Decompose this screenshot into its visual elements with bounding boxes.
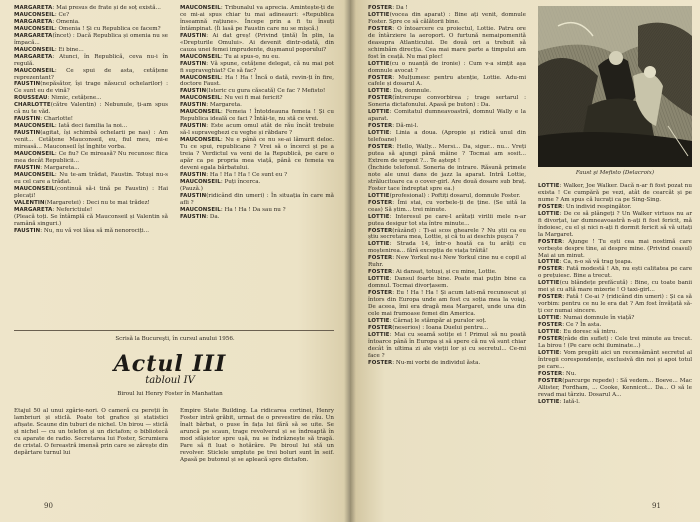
speaker-name: MAUCONSEIL — [14, 67, 55, 74]
dialogue-text: : New Yorkul nu-i New Yorkul cine nu e copil al Ruhr. — [368, 255, 526, 269]
dialogue-text: (ridicând din umeri) : În situația în care mă afli ? — [180, 192, 334, 206]
dialogue-text: : Hello, Wally... Mersi... Da, sigur... nu... Vreți putea să ajungi până mâine ? Tocmai am sosit... Extrem de urgent ?... Te aștept ! — [368, 144, 526, 164]
speaker-name: FOSTER — [538, 266, 563, 273]
speaker-name: LOTTIE — [538, 315, 560, 322]
dialogue-text: : Ha ! Ha ! Ha ! Ce sunt eu ? — [206, 171, 288, 178]
speaker-name: FOSTER — [538, 294, 563, 301]
page-number-left: 90 — [44, 502, 53, 510]
dialogue-line — [14, 26, 168, 33]
dialogue-text: : Puți încerca. — [220, 178, 261, 185]
dialogue-line — [368, 332, 526, 360]
speaker-name: FOSTER — [368, 227, 393, 234]
speaker-name: FOSTER — [538, 370, 563, 377]
dialogue-line — [368, 165, 526, 193]
dialogue-text: : Atunci, în Republică, ceva nu-i în regulă. — [14, 53, 168, 67]
speaker-name: MARGARETA — [14, 53, 53, 60]
dialogue-text: : Tu ai spus-o, nu eu. — [220, 53, 280, 60]
dialogue-text: : Ai dansat, totuși, și cu mine, Lottie. — [392, 269, 497, 276]
dialogue-text: (râzând) : Ți-ai scos ghearele ? Nu știi ca eu știu secretara mea, Lottie, și că tu ai deschis pușca ? — [368, 227, 526, 241]
dialogue-line — [368, 241, 526, 255]
dialogue-text: : Dă-mi-l. — [392, 123, 419, 130]
left-column-1 — [14, 5, 168, 234]
dialogue-line — [368, 75, 526, 89]
dialogue-text: : Dansul foarte bine. Poate mai puțin bine ca domnul. Tocmai divorțasem. — [368, 276, 526, 290]
speaker-name: FOSTER — [368, 255, 393, 262]
dialogue-text: (cu o nuanță de ironie) : Cum v-a simțit așa domnule avocat ? — [368, 60, 526, 74]
speaker-name: MAUCONSEIL — [180, 109, 221, 116]
dialogue-line — [14, 19, 168, 26]
speaker-name: MAUCONSEIL — [14, 151, 55, 158]
speaker-name: LOTTIE — [368, 241, 390, 248]
dialogue-text: (către Valentin) : Nebunule, ți-am spus că nu te văd. — [14, 102, 168, 116]
dialogue-line — [180, 61, 334, 75]
dialogue-line — [14, 68, 168, 82]
dialogue-line — [14, 47, 168, 54]
speaker-name: FOSTER — [538, 322, 563, 329]
dialogue-text: : Ai dat greș! (Privind țintă) În plin, la «Drepturile Omului». Ai devenit dintr-odată, din cauza unei femei imprudente, dușmanul poporului? — [180, 32, 334, 53]
dialogue-text: : Femeia ! Întotdeauna femeia ! Și cu Republica ideală ce faci ? Întâi-te, nu stă ce vrei. — [180, 109, 334, 123]
stage-direction-2: Empire State Building. La ridicarea cortinei, Henry Foster intră grăbit, urmat de o prevestire de rău. Un înalt bărbat, o puse în fața lui fără să se uite. Se aruncă pe scaun, trage revolverul și se îndreaptă în mod sfâșietor spre ușă, nu se îndrăznește să tragă. Pare să fi luat o hotărâre. Pe biroul lui stă un revolver. Sticlele umplute pe trei boluri sunt în seif. Apasă pe butonul și se apleacă spre dictafon. — [180, 408, 334, 463]
speaker-name: LOTTIE — [538, 329, 560, 336]
speaker-name: LOTTIE — [538, 183, 560, 189]
dialogue-line — [368, 290, 526, 318]
dialogue-line — [368, 269, 526, 276]
dialogue-line — [14, 54, 168, 68]
speaker-name: MAUCONSEIL — [14, 46, 55, 53]
dialogue-text: : Ca, n-o să vă trag țeapa. — [559, 259, 633, 266]
speaker-name: LOTTIE — [538, 280, 560, 287]
dialogue-line — [180, 186, 334, 193]
dialogue-text: : Mai presus de frate și de soț există... — [52, 5, 161, 11]
dialogue-line — [368, 360, 526, 367]
speaker-name: FAUSTIN — [180, 171, 207, 178]
dialogue-line — [538, 204, 692, 211]
dialogue-text: : Da, domnule. — [389, 88, 431, 95]
dialogue-line — [180, 88, 334, 95]
speaker-name: MAUCONSEIL — [180, 5, 221, 11]
speaker-name: FOSTER — [368, 25, 393, 32]
dialogue-text: : Omenia ! Și cu Republica ce facem? — [54, 25, 161, 32]
dialogue-line — [538, 336, 692, 350]
dialogue-line — [538, 371, 692, 378]
dialogue-line — [538, 322, 692, 329]
dialogue-line — [538, 294, 692, 315]
dialogue-text: : Eu doresc să intru. — [559, 329, 618, 336]
speaker-name: FOSTER — [368, 269, 393, 276]
speaker-name: FAUSTIN — [180, 213, 207, 220]
dialogue-line — [180, 5, 334, 33]
stage-direction-1: Etajul 50 al unui zgârie-nori. O cameră cu pereții în lambriuri și sticlă. Poate tot grafice și statistici afișate. Scaune din tuburi de nichel. Un birou — sticlă și nichel — cu un telefon și un dictafon; o bibliotecă cu aparate de radio. Secretarea lui Foster, Scrumiera de cristal. O fereastră imensă prin care se zărește din depărtare turnul lui — [14, 408, 168, 456]
dialogue-line — [368, 325, 526, 332]
dialogue-line — [538, 183, 692, 204]
faust-mefisto-engraving — [538, 6, 692, 167]
dialogue-line — [180, 123, 334, 137]
speaker-name: LOTTIE — [368, 109, 390, 116]
speaker-name: MARGARETA — [14, 18, 53, 25]
dialogue-text: (Închide telefonul. Soneria de intrare. Răsună primele note ale unui dans de jazz la aparat. Intră Lottie, strălucitoare ca o cover-girl. Are două dosare sub braț. Foster tace îndreptat spre ea.) — [368, 164, 526, 192]
dialogue-text: : O întoarcere cu proiectul, Lottie. Patru ore de întârziere la aeroport. O furtună nemaipomenită deasupra Atlanticului. De două ori a trebuit să schimbăm direcția. Cea mai mare parte a timpului am fost în ceață. Nu mai plec! — [368, 25, 526, 60]
act-subtitle: tabloul IV — [145, 375, 195, 386]
dialogue-text: (agitat, își schimbă ochelarii pe nas) : Am venit... Cetățene Mauconseil, eu, fiul meu, mi-e mireasă... Mauconseil își înghite vorba. — [14, 130, 168, 151]
dialogue-text: : Ei bine... — [54, 46, 84, 53]
right-column-2 — [538, 183, 692, 406]
dialogue-line — [368, 200, 526, 214]
page-number-right: 91 — [652, 502, 661, 510]
dialogue-line — [180, 172, 334, 179]
speaker-name: MAUCONSEIL — [14, 123, 55, 130]
dialogue-text: (continuă să-i tină pe Faustin) : Hai plecați! — [14, 185, 168, 199]
dialogue-text: : Nu vei fi mai fericit? — [220, 95, 283, 102]
speaker-name: LOTTIE — [538, 210, 560, 217]
speaker-name: MARGARETA — [14, 32, 53, 39]
dialogue-line — [14, 33, 168, 47]
dialogue-text: : Fată modestă ! Ah, nu ești calitatea pe care o prețuiesc. Bine a trecut. — [538, 266, 692, 280]
dialogue-line — [538, 211, 692, 239]
speaker-name: FOSTER — [538, 238, 563, 245]
dialogue-line — [538, 266, 692, 280]
dialogue-line — [368, 5, 526, 12]
dialogue-line — [538, 239, 692, 260]
speaker-name: LOTTIE — [538, 398, 560, 405]
dialogue-line — [14, 5, 168, 12]
dialogue-line — [14, 151, 168, 165]
speaker-name: CHARLOTTE — [14, 102, 51, 109]
speaker-name: FOSTER — [368, 290, 393, 297]
dialogue-text: : Strada 14, într-o hoată ca tu arăți cu moștenirea... fără excepția de viața trăită! — [368, 241, 526, 255]
dialogue-text: : Linia a doua. (Apropie și ridică unul din telefoane) — [368, 130, 526, 144]
dialogue-text: (râde din suflet) : Cele trei minute au trecut. La birou ! (Pe care ochi iluminate...) — [538, 335, 692, 349]
speaker-name: FAUSTIN — [14, 81, 41, 88]
speaker-name: LOTTIE — [368, 88, 390, 95]
speaker-name: FAUSTIN — [14, 116, 41, 123]
dialogue-text: : Mulțumesc pentru atenție, Lottie. Adu-mi cafele și dosarul A. — [368, 74, 526, 88]
right-page — [350, 0, 700, 522]
speaker-name: FAUSTIN — [180, 102, 207, 109]
speaker-name: FOSTER — [368, 95, 393, 102]
dialogue-line — [368, 318, 526, 325]
dialogue-text: : De ce să plângeți ? Un Walker virtuos nu ar fi divorțat, iar dumneavoastră n-ați fi fost fericit, mă îndoiesc, cu el și nici n-ați fi dormit fericit să vă uitați la Margaret. — [538, 210, 692, 238]
speaker-name: MAUCONSEIL — [14, 11, 55, 18]
dialogue-line — [14, 102, 168, 116]
speaker-name: FAUSTIN — [14, 130, 41, 137]
speaker-name: LOTTIE — [538, 349, 560, 356]
speaker-name: LOTTIE — [368, 331, 390, 338]
dialogue-line — [180, 214, 334, 221]
speaker-name: LOTTIE — [368, 11, 390, 18]
dialogue-text: (Pauză.) — [180, 185, 203, 192]
dialogue-text: : Îmi stai, cu vorbele-ți de ține. (Se uită la ceas) Să știm... trei minute. — [368, 199, 526, 213]
dialogue-text: : Mai cu seamă sotițe ei ! Primul să nu poată întoarce până în Europa și să spere că nu vă sunt chiar decât în ultima zi ale vieții lor și cu secretul... Ce-mi face ? — [368, 331, 526, 359]
speaker-name: LOTTIE — [368, 130, 390, 137]
speaker-name: MAUCONSEIL — [180, 95, 221, 102]
dialogue-line — [538, 280, 692, 294]
dialogue-text: : Nu. — [562, 370, 577, 377]
dialogue-text: : Iată deci familia la noi... — [54, 123, 128, 130]
dialogue-line — [180, 137, 334, 172]
dialogue-text: : Comitatul dumneavoastră, domnul Wally e la aparat. — [368, 109, 526, 123]
speaker-name: FAUSTIN — [14, 164, 41, 171]
dialogue-text: : Nu, nu vă voi lăsa să mă nenorociți... — [40, 227, 150, 234]
dialogue-text: : Nu te-am trădat, Faustin. Totuși nu-s eu cel care a trădat. — [14, 171, 168, 185]
speaker-name: FOSTER — [368, 74, 393, 81]
speaker-name: LOTTIE — [538, 259, 560, 266]
speaker-name: MAUCONSEIL — [180, 74, 221, 81]
dialogue-text: : Este acum omul atât de rău încât trebuie să-l supraveghezi cu veghe și răbdare ? — [180, 123, 334, 137]
dialogue-line — [368, 26, 526, 61]
speaker-name: MAUCONSEIL — [14, 171, 55, 178]
dialogue-line — [180, 95, 334, 102]
dialogue-text: : Da. — [206, 213, 220, 220]
dialogue-text: : Fată ! Ce-ai ? (ridicând din umeri) : Și ca să vorbim: pentru ce nu le era dat ? Am fost învățată să-ți cer numai sincere. — [538, 294, 692, 315]
speaker-name: FAUSTIN — [180, 60, 207, 67]
dialogue-line — [180, 75, 334, 89]
speaker-name: FAUSTIN — [180, 123, 207, 130]
speaker-name: FOSTER — [368, 359, 393, 366]
dialogue-line — [14, 165, 168, 172]
speaker-name: LOTTIE — [368, 213, 390, 220]
dialogue-text: (întrerupe convorbirea ; trage sertarul : Soneria dictafonului. Apasă pe buton) : Da. — [368, 95, 526, 109]
dialogue-text: : Charlotte! — [40, 116, 73, 123]
dialogue-line — [368, 255, 526, 269]
speaker-name: FOSTER — [538, 203, 563, 210]
speaker-name: FOSTER — [368, 144, 393, 151]
dialogue-line — [180, 207, 334, 214]
dialogue-line — [14, 172, 168, 186]
signature-line: Scrisă la Bucureşti, în cursul anului 1956. — [115, 336, 235, 342]
speaker-name: FOSTER — [538, 335, 563, 342]
speaker-name: LOTTIE — [368, 192, 390, 199]
dialogue-line — [538, 350, 692, 371]
dialogue-line — [14, 200, 168, 207]
dialogue-line — [368, 109, 526, 123]
dialogue-text: (vocea din aparat) : Bine ați venit, domnule Foster. Spre ce să călătorii bine. — [368, 11, 526, 25]
dialogue-text: (neserios) : Ioana Duelui pentru... — [392, 324, 489, 331]
dialogue-text: (parcurge repede) : Să vedem... Boeve... Mac Allister, Fordham, ... Cooke, Kennicot... Da... O să le revad mai târziu. Dosarul A... — [538, 377, 692, 398]
dialogue-text: (Isteric cu gura căscată) Ce fac ? Mefisto! — [206, 88, 326, 95]
dialogue-text: : Ha ! Ha ! Încă o dată, revin-ți în fire, doctore Faust. — [180, 74, 334, 88]
dialogue-text: : Nu-mi vorbi de individul ăsta. — [392, 359, 481, 366]
dialogue-text: (nepăsător, își trage năsucul ochelarilor) : Ce sunt eu de vină? — [14, 81, 168, 95]
dialogue-line — [180, 54, 334, 61]
divider — [14, 330, 334, 331]
engraving-caption: Faust şi Mefisto (Delacroix) — [575, 170, 655, 176]
dialogue-text: : Numai domnule în viață? — [559, 315, 635, 322]
dialogue-line — [14, 81, 168, 95]
speaker-name: FAUSTIN — [180, 88, 207, 95]
dialogue-line — [368, 95, 526, 109]
dialogue-text: : Omenia. — [52, 18, 80, 25]
dialogue-text: : Ce? — [54, 11, 70, 18]
dialogue-line — [14, 214, 168, 228]
dialogue-text: (încet) : Dacă Republica și omenia nu se împacă... — [14, 32, 168, 46]
book-gutter — [344, 0, 356, 522]
engraving-illustration — [538, 6, 692, 167]
speaker-name: LOTTIE — [368, 60, 390, 67]
dialogue-line — [368, 144, 526, 165]
speaker-name: FOSTER — [368, 123, 393, 130]
dialogue-text: : Vă spune, cetățene delegat, că nu mai pot fi supraveghiat? Ce să fac? — [180, 60, 334, 74]
speaker-name: MAUCONSEIL — [180, 206, 221, 213]
dialogue-text: : Ce fiu? Ce mireasă? Nu recunosc fiica mea decât Republicii... — [14, 151, 168, 164]
dialogue-line — [368, 228, 526, 242]
speaker-name: ROUSSEAU — [14, 95, 48, 102]
dialogue-line — [368, 12, 526, 26]
dialogue-line — [368, 61, 526, 75]
dialogue-line — [538, 329, 692, 336]
dialogue-line — [14, 207, 168, 214]
dialogue-text: : Tribunalul va aprecia. Amintește-ți de ce mi-ai spus chiar tu mai adineauri: «Republica înseamnă rațiune». Începe prin a fi tu însuți întâmpinat. (Îi lasă pe Faustin care nu se mișcă.) — [180, 5, 334, 32]
speaker-name: MARGARETA — [14, 206, 53, 213]
dialogue-text: : Vom pregăti aici un recensământ secretul al întregii corespondențe, exclusivă din noi și apoi totul pe care... — [538, 349, 692, 370]
dialogue-line — [368, 214, 526, 228]
right-column-1 — [368, 5, 526, 367]
dialogue-line — [368, 276, 526, 290]
dialogue-line — [180, 179, 334, 186]
dialogue-text: : Interesul pe care-l arătați virilii mele n-ar putea desigur tot sta între minute... — [368, 213, 526, 227]
act-heading — [110, 351, 230, 386]
dialogue-text: : Da ! — [392, 5, 408, 11]
speaker-name: LOTTIE — [368, 317, 390, 324]
speaker-name: VALENTIN — [14, 199, 45, 206]
dialogue-text: : Margareta. — [206, 102, 242, 109]
speaker-name: FAUSTIN — [14, 227, 41, 234]
dialogue-text: : Ce spui de asta, cetățene reprezentant? — [14, 67, 168, 81]
dialogue-line — [180, 109, 334, 123]
speaker-name: LOTTIE — [368, 276, 390, 283]
speaker-name: FOSTER — [368, 5, 393, 11]
dialogue-text: : Ce ? În asta. — [562, 322, 602, 329]
speaker-name: FAUSTIN — [180, 192, 207, 199]
dialogue-text: : Neferictiule! — [52, 206, 93, 213]
dialogue-text: : Nu e până ce nu se-ai lămurit deloc. Tu ce spui, republicane ? Vrei să o încerci și pe a treia ? Verdictul va veni de la Republică, pe care o apăr ca pe propria mea viață, până ce femeia va deveni egala bărbatului. — [180, 137, 334, 171]
speaker-name: FAUSTIN — [180, 32, 207, 39]
act-title: Actul III — [113, 351, 227, 377]
dialogue-line — [538, 378, 692, 399]
speaker-name: MAUCONSEIL — [180, 137, 221, 144]
dialogue-line — [368, 130, 526, 144]
dialogue-text: : Walker, Joe Walker. Dacă n-ar fi fost pozat nu exista ! Ce cumpără pe vezi, atât de cearcăt și pe nume ? Am spus că lucrați ca pe Sing-Sing. — [538, 183, 692, 203]
dialogue-text: (Pleacă toți. Se întâmplă că Mauconseil și Valentin să ramână singuri.) — [14, 213, 168, 227]
speaker-name: MARGARETA — [14, 5, 53, 11]
speaker-name: MAUCONSEIL — [14, 25, 55, 32]
dialogue-line — [180, 193, 334, 207]
dialogue-text: : Eu ! Ha ! Ha ! Și acum lati-mă recunoscut și întors din Europa unde am fost cu soția mea la voiaj. De aceea, îmi era dragă mea Margaret, unde una din cele mai frumoase femei din America. — [368, 290, 526, 317]
left-column-2 — [180, 5, 334, 221]
dialogue-text: : Cârnaț le stămpăr ai puralor soț. — [389, 317, 487, 324]
dialogue-text: : Margareta... — [40, 164, 80, 171]
dialogue-text: : Ajunge ! Tu ești cea mai nostimă care vorbește despre tine, ai despre mine. (Privind ceasul) Mai ai un minut. — [538, 238, 692, 259]
dialogue-line — [14, 228, 168, 235]
dialogue-line — [368, 193, 526, 200]
dialogue-text: : Ha ! Ha ! Da sau nu ? — [220, 206, 286, 213]
setting-title: Biroul lui Henry Foster în Manhattan — [117, 391, 223, 397]
speaker-name: FOSTER — [368, 324, 393, 331]
speaker-name: FOSTER — [538, 377, 563, 384]
speaker-name: MAUCONSEIL — [14, 185, 55, 192]
speaker-name: MAUCONSEIL — [180, 178, 221, 185]
dialogue-text: : Un individ respingător. — [562, 203, 632, 210]
dialogue-text: (cu blândețe prefăcută) : Bine, cu toate banii mei și cu altă mare mizerie ! O taxi-girl... — [538, 280, 692, 294]
dialogue-text: (profesional) : Poftiți dosarul, domnule Foster. — [389, 192, 521, 199]
dialogue-text: : Nimic, cetățene... — [47, 95, 102, 102]
speaker-name: FOSTER — [368, 199, 393, 206]
speaker-name: MAUCONSEIL — [180, 53, 221, 60]
dialogue-text: : Iată-l. — [559, 398, 580, 405]
dialogue-text: (Margaretei) : Deci nu te mai trădez! — [44, 199, 150, 206]
dialogue-line — [14, 186, 168, 200]
dialogue-line — [14, 130, 168, 151]
dialogue-line — [538, 399, 692, 406]
dialogue-line — [14, 12, 168, 19]
dialogue-line — [180, 33, 334, 54]
